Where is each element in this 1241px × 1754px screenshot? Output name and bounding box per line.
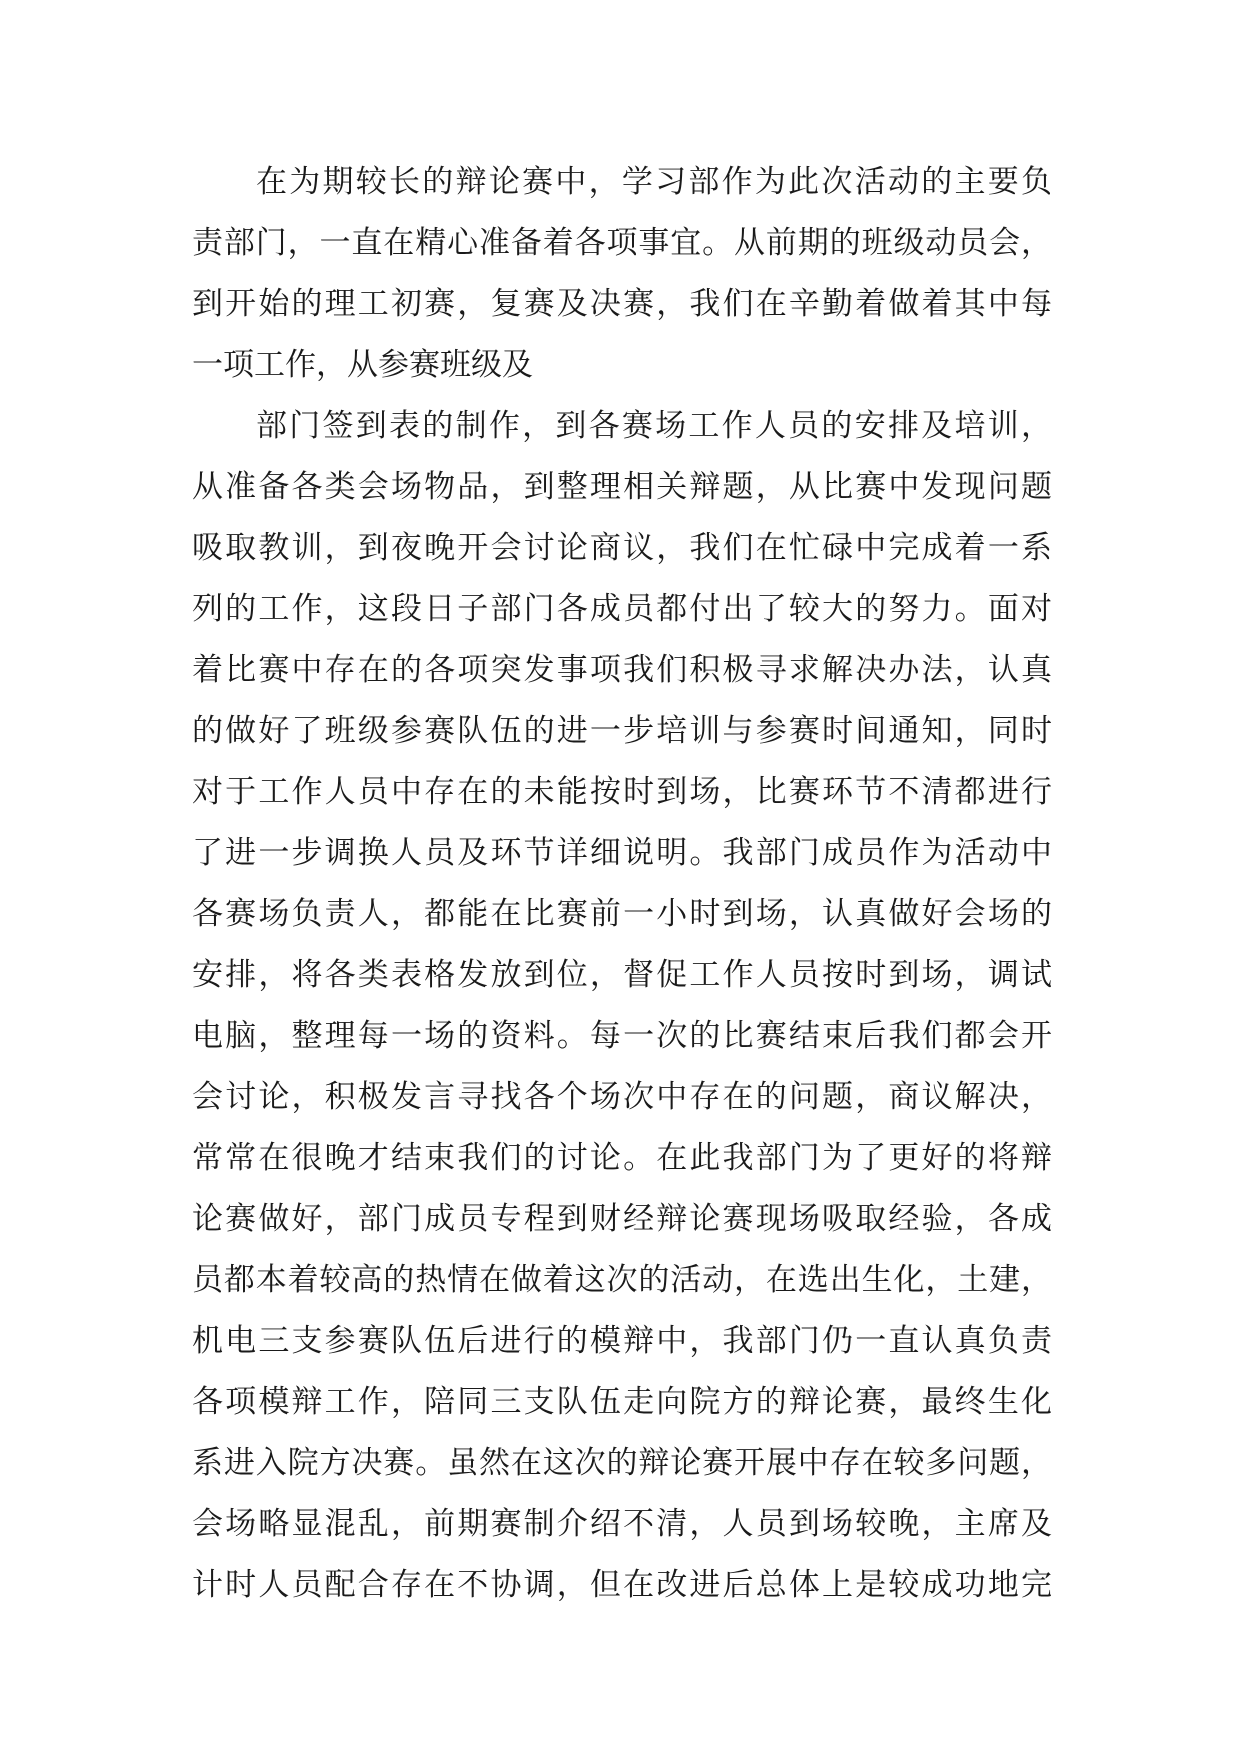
text-line: 一项工作，从参赛班级及 [192,347,533,383]
text-line: 在为期较长的辩论赛中，学习部作为此次活动的主要负 [256,164,1052,200]
text-line: 电脑，整理每一场的资料。每一次的比赛结束后我们都会开 [192,1018,1052,1054]
document-body [192,152,1052,1616]
paragraph-1 [192,152,1052,396]
text-line: 计时人员配合存在不协调，但在改进后总体上是较成功地完 [192,1567,1052,1603]
text-line: 列的工作，这段日子部门各成员都付出了较大的努力。面对 [192,591,1052,627]
text-line: 部门签到表的制作，到各赛场工作人员的安排及培训， [256,408,1052,444]
text-line: 机电三支参赛队伍后进行的模辩中，我部门仍一直认真负责 [192,1323,1052,1359]
text-line: 着比赛中存在的各项突发事项我们积极寻求解决办法，认真 [192,652,1052,688]
text-line: 各项模辩工作，陪同三支队伍走向院方的辩论赛，最终生化 [192,1384,1052,1420]
text-line: 的做好了班级参赛队伍的进一步培训与参赛时间通知，同时 [192,713,1052,749]
text-line: 常常在很晚才结束我们的讨论。在此我部门为了更好的将辩 [192,1140,1052,1176]
paragraph-2 [192,396,1052,1616]
text-line: 会讨论，积极发言寻找各个场次中存在的问题，商议解决， [192,1079,1052,1115]
text-line: 责部门，一直在精心准备着各项事宜。从前期的班级动员会， [192,225,1052,261]
text-line: 到开始的理工初赛，复赛及决赛，我们在辛勤着做着其中每 [192,286,1052,322]
text-line: 各赛场负责人，都能在比赛前一小时到场，认真做好会场的 [192,896,1052,932]
text-line: 安排，将各类表格发放到位，督促工作人员按时到场，调试 [192,957,1052,993]
text-line: 从准备各类会场物品，到整理相关辩题，从比赛中发现问题 [192,469,1052,505]
text-line: 系进入院方决赛。虽然在这次的辩论赛开展中存在较多问题， [192,1445,1052,1481]
text-line: 论赛做好，部门成员专程到财经辩论赛现场吸取经验，各成 [192,1201,1052,1237]
text-line: 对于工作人员中存在的未能按时到场，比赛环节不清都进行 [192,774,1052,810]
text-line: 吸取教训，到夜晚开会讨论商议，我们在忙碌中完成着一系 [192,530,1052,566]
text-line: 会场略显混乱，前期赛制介绍不清，人员到场较晚，主席及 [192,1506,1052,1542]
text-line: 了进一步调换人员及环节详细说明。我部门成员作为活动中 [192,835,1052,871]
text-line: 员都本着较高的热情在做着这次的活动，在选出生化，土建， [192,1262,1052,1298]
